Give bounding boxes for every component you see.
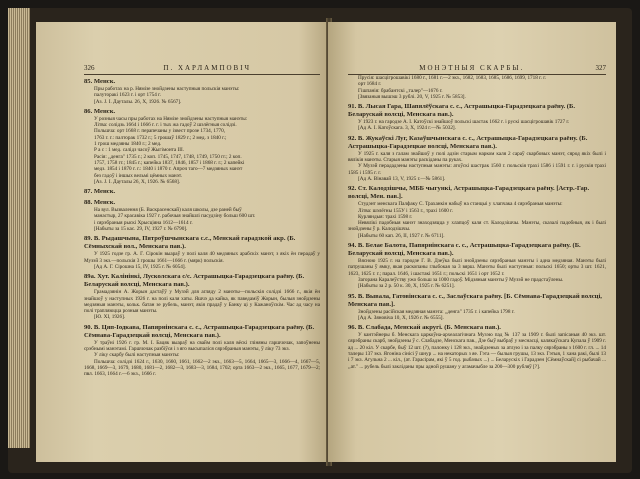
book-spread xyxy=(8,8,632,473)
entry-paragraph: Вясною 1925 г. на гародзе Г. В. Дзеўка былі знойдзены сярэбраныя манэты і адна медзяная. Манэты былі патрушаны ў ямку, якая раскопаны глыбокая за 3 вярш. Манэты былі наступныя: польскі 1650; орты 3 шт. 1621, 1623, 1625 г. г.; парал. 1646, і шастакі 1651 г.; польскі 1651 і орт 1652 г. xyxy=(348,258,606,277)
entry-heading xyxy=(84,108,320,116)
entry-number: 88. xyxy=(84,199,93,207)
entry-heading xyxy=(84,273,320,289)
entry-paragraph: [Ад А. Зяновіча 10, X, 1926 г. № 6555]. xyxy=(358,314,444,321)
entry-paragraph: Загорана Каралеўству ужо больш за 1000 гадоў. Мідзяныя манэты ў Музэй не прадстаўлены. xyxy=(358,276,564,283)
entry-number: 91. xyxy=(348,103,357,111)
entry-heading xyxy=(84,235,320,251)
right-entries xyxy=(348,103,606,370)
catalog-entry xyxy=(84,199,320,232)
entry-heading xyxy=(348,135,606,151)
entry-paragraph: Знойдзены расійская медзяная манэта: ,,денга" 1735 г. і капейка 1798 г. xyxy=(358,308,515,315)
catalog-entry xyxy=(84,235,320,270)
entry-paragraph: Пры работах на р. Нямізе знойдзены наступныя польскія манэты: xyxy=(94,86,240,92)
entry-number: 90. xyxy=(84,323,93,331)
right-running-head: МОНЭТНЫЯ СКАРБЫ. xyxy=(419,64,525,72)
entry-heading xyxy=(348,103,606,119)
lead-paragraph: [Звязаныя вышэш 3 рублі. 20, V, 1925 г. № 5853]. xyxy=(358,93,466,100)
entry-title: Менск. xyxy=(93,78,116,85)
right-page xyxy=(328,22,616,462)
entry-paragraph: Польшча: орт 1668 г. перапечаны у ізвест прозе 1734, 1770, xyxy=(94,128,226,135)
right-lead-text xyxy=(348,75,606,100)
entry-paragraph: Курляндыя: трахі 1598 г. xyxy=(358,213,413,220)
entry-paragraph: манастыр, 27 красавіка 1927 г. рабочыя знайшлі пасудзіну больш 600 шт. xyxy=(94,213,256,220)
entry-paragraph: [Аз. J. І. Дауталы 26, X, 1926. № 6568]. xyxy=(94,178,181,185)
entry-heading xyxy=(348,185,606,201)
entry-paragraph: [Ад А. Г. Сірошна 15, IV, 1925 г. № 6054]. xyxy=(94,263,186,270)
catalog-entry xyxy=(348,185,606,239)
entry-number: 95. xyxy=(348,292,357,300)
entry-number: 87. xyxy=(84,188,93,196)
entry-title: В. Рыдашчына, Пятроўшчынскага с.с., Менскай гарадзкой акр. (Б. Сёмныхскай вол., Менскага пав.). xyxy=(84,235,296,251)
entry-paragraph: палуторакі 1623 г. і орт 1754 г. xyxy=(94,92,161,99)
entry-paragraph: без гадоў і іншых вельмі цёмных манэт. xyxy=(94,172,183,179)
catalog-entry xyxy=(348,135,606,182)
entry-title: В. Жукаўскі Луг, Казаўшчынскага с. с., Астрашыцка-Гарадзецкага раёну. (Б. Астрашыцка-Гарадзецкае волсці, Менскага пав.). xyxy=(348,134,588,150)
entry-number: 86. xyxy=(84,107,93,115)
entry-heading xyxy=(84,78,320,86)
entry-number: 85. xyxy=(84,78,93,85)
entry-title: Менск. xyxy=(93,188,116,196)
right-running-header xyxy=(348,64,606,75)
entry-paragraph: [Ад А. Вінавай 13, V, 1925 г.—№ 5861]. xyxy=(358,175,446,182)
entry-number: 92. xyxy=(348,185,357,193)
entry-paragraph: [Набыты за 15 кас. 29, IV, 1927 г. № 6790]. xyxy=(94,226,188,233)
catalog-entry xyxy=(348,242,606,289)
lead-paragraph: Прусія: шасцігрошавікі 1680 г., 1681 г.—2 экз., 1682, 1683, 1685, 1686, 1699, 1718 г. г. xyxy=(358,75,547,81)
entry-paragraph: [Набыты 60 кап. 26, II, 1927 г. № 6711]. xyxy=(358,232,445,239)
catalog-entry xyxy=(84,273,320,320)
catalog-entry xyxy=(348,103,606,132)
entry-paragraph: У Музэй перададзены наступныя манэты: атоўскі шастрак 1560 г. польскія трахі 1586 і 1591 г. г. і рускія трахі 1585 і 1595 г. г. xyxy=(348,163,606,176)
entry-paragraph: [Аз. J. І. Дауталы. 26, X, 1926. № 6567]. xyxy=(94,98,182,105)
entry-paragraph: У 1925 г. каля з галам знайшоў у полі адзін старым нарком каля 2 сараў скарбовых манэт, сярод якіх былі і вялікія манэты. Старыя манэты раскіданы па руках. xyxy=(348,150,606,164)
entry-number: 96. xyxy=(348,324,357,332)
entry-paragraph: У розныя часы пры работах на Нямізе знойдзены наступныя манэты: xyxy=(94,115,248,122)
entry-paragraph: і сярэбраныя рыскі Хрысціяна 1612—1614 г. xyxy=(94,219,193,226)
lead-paragraph: орт 1684 г. xyxy=(358,81,382,88)
entry-title: Хут. Калінінкі, Лусколскага с/с. Астрашыцка-Гарадзецкага раёну. (Б. Беларускай волсці, Менскага пав.). xyxy=(84,273,305,289)
entry-paragraph: [Набыты за 2 р. 50 к. 30, X, 1925 г. № 6251]. xyxy=(358,283,455,290)
entry-paragraph: Невялікі падобныя манэт знаходзяцца у хлапцоў каля ст. Калодзішчы. Манэты, сказалі падобныя, як і былі знойдзены ў р. Калодзішчы. xyxy=(348,220,606,233)
entry-paragraph: 1763 г. г.: палторак 1732 г.; 5 грошаў 1829 г.; 2 мед. з 1840 г.; xyxy=(94,134,227,141)
entry-title: В. Белае Балота, Папярнінскага с. с., Астрашыцка-Гарадзецкага раёну. (Б. Беларускай волсці, Менскага пав.). xyxy=(348,242,581,258)
entry-paragraph: [Ю. XI, 1926]. xyxy=(94,314,126,321)
entry-paragraph: Расія: ,,денга" 1735 г.; 2 коп. 1745, 1747, 1748, 1749, 1750 гг.; 2 коп. xyxy=(94,153,242,160)
entry-heading xyxy=(84,188,320,196)
entry-title: В. Цяп-Іодкава, Папярнінскага с. с., Астрашыцка-Гарадзецкага раёну. (Б. Сёмнава-Гарадзецкай волсці, Менскага пав.). xyxy=(84,323,315,339)
entry-paragraph: У 1925 годзе гр. А. Г. Сірокін выараў у полі каля 40 медзяных арабскіх манэт, з якіх ён перадаў у Музэй 3 экз.—польскія 3 грошы 1661—1666 г. (мярк) польскія. xyxy=(84,251,320,264)
catalog-entry xyxy=(348,293,606,322)
entry-paragraph: 1757, 1758 гг.; 1845 г.; капейка 1837, 1846, 1857 і 1868 г. г.; 2 капейкі xyxy=(94,159,245,166)
entry-heading xyxy=(348,293,606,309)
entry-title: Ст. Калодзішчы, МББ чыгункі, Астрашыцка-Гарадзецкага раёну. [Астр.-Гар. волсці, Мен. пав.]. xyxy=(348,185,590,201)
entry-heading xyxy=(84,199,320,207)
entry-paragraph: Польшча: солідзі 1624 г., 1630, 1660, 1661, 1662—2 экз., 1663—5, 1664, 1665—3, 1666—4, 1667—5, 1668, 1669—3, 1679, 1680, 1681—2, 1682—3, 1683—3, 1684, 1702; орта 1663—2 экз., 1665, 1677, 1679—2; пвл. 1663, 1664 г.—6 экз., 1666 г. xyxy=(84,358,320,378)
catalog-entry xyxy=(84,324,320,378)
entry-paragraph: У кантэйнеры б. Менскага царкоўна-археалагічнага Музэю пад № 137 за 1909 г. былі запісаныя 40 экз. шт. сярэбраны скарб, знойдзены ў с. Слабадзе, Менскага пав., Дзе быў выбраў у меснасці, калякаўскага Купала ў 1909 г. ад ... 20 кіл. У скарбе, быў 12 шт. (?), палонку і 128 экз., знайдзеных за атлую і за палку сярэбраны з 1600 г. гл. ... 14 талеры 137 экз. Ягоніна сінісі ў шнур ... на некаторых з яе. Гэта — былыя грушы, 13 экз. Гэтыя, 1 хана ракі, былі 13 і 7 экз. Агульна 2 ... кіл., (ат. Гарасірам, які ў 5 год. рыбачых ...) ... Беларускіх і Гарадзен [Сёмнаўскай] сі рыбачай ... ,,ат." ... рубель былі закліданы пры адной рушану у агамачыбле за 200—300 рубляў [?]. xyxy=(348,332,607,370)
entry-paragraph: На вул. Вызвалення (Б. Васкрасенскай) каля школы, дзе раней быў xyxy=(94,207,242,214)
entry-title: В. Слабада, Менскай акругі. (Б. Менскага пав.). xyxy=(357,324,501,332)
entry-paragraph: Грамадзянін А. Жорын дастаўў у Музэй для агляду 2 манэты—польскія солідзі 1666 г., якія ён знайшоў у наступных 1926 г. на полі каля хаты. Яшчэ да кайка, як паведаміў Жорын, былыя знойдзены медзяныя манэты, кольк. батан зе рубель, манэт, якія прадаў у Банку ці у Кажаноўскім. Час ад часу на полі трапляюцца розныя манэты. xyxy=(84,289,320,315)
entry-title: Менск. xyxy=(93,199,116,207)
entry-number: 89. xyxy=(84,235,93,243)
entry-paragraph: [Ад А. І. Катоўскага. 3, X, 1924 г.—№ 5032]. xyxy=(358,125,456,132)
entry-title: Менск. xyxy=(93,107,116,115)
entry-paragraph: 1 грош медзяны 1840 г.; 2 мед. xyxy=(94,141,162,148)
page-edges xyxy=(8,8,30,448)
entry-paragraph: Літва: солідзь 1664 і 1666 г. г. і тых жа гадоў 2 шэлёгныя солідзі. xyxy=(94,122,237,129)
left-page-number: 326 xyxy=(84,64,95,72)
catalog-entry xyxy=(84,188,320,196)
entry-paragraph: медз. 1854 і 1870 г. г.: 1840 і 1870 г. Апроч таго—7 медзяных манэт xyxy=(94,166,243,173)
entry-paragraph: Літва: шэлёгны 155У і 1563 г., трахі 1600 г. xyxy=(358,207,454,214)
left-page xyxy=(36,22,328,462)
catalog-entry xyxy=(348,324,606,370)
entry-title: В. Лысая Гара, Шапялёўскага с. с., Астрашыцка-Гарадзецкага раёну. (Б. Беларускай волсці, Менскага пав.). xyxy=(348,103,575,119)
entry-number: 94. xyxy=(348,242,357,250)
left-running-header xyxy=(84,64,320,75)
lead-paragraph: Гішпанія: брабантскі ,,талер"—1676 г. xyxy=(358,87,443,94)
catalog-entry xyxy=(84,78,320,105)
entry-paragraph: У 1923 г. на гародзе А. І. Катоўскі знайшоў польскі шастак 1662 г. і рускі шасцігрошавік 1727 г. xyxy=(358,119,570,126)
catalog-entry xyxy=(84,108,320,185)
entry-paragraph: Р а с : 1 мед. салідз часоў Жыгімонта III. xyxy=(94,147,185,154)
entry-paragraph: У траўні 1926 г. гр. М. І. Бацяк выараў на свайм полі каля вёскі гліняны гаршчочак, запоўнены срэбнымі манэтамі. Гаршчочак разбіўся і з яго высыпаліся сярэбраныя манэты, ў ліку 73 экз. xyxy=(84,339,320,353)
entry-heading xyxy=(348,324,606,332)
entry-paragraph: Студэнт менскага Палфаку С. Траханкін набыў на станцыі у хлапчака 4 сярэбраныя манэты: xyxy=(358,201,563,208)
entry-number: 92. xyxy=(348,134,357,142)
right-page-number: 327 xyxy=(595,64,606,72)
left-entries xyxy=(84,78,320,378)
entry-number: 89а. xyxy=(84,273,96,281)
entry-title: В. Вывала, Гатовінскага с. с., Заслаўскага раёну. [Б. Сёмнава-Гарадзецкай волсці, Менскага пав.]. xyxy=(348,292,602,308)
left-running-head: П. ХАРЛАМПОВІЧ xyxy=(163,64,252,72)
entry-heading xyxy=(84,324,320,340)
entry-heading xyxy=(348,242,606,258)
entry-paragraph: У ліку скарбу былі наступныя манэты: xyxy=(94,352,180,359)
